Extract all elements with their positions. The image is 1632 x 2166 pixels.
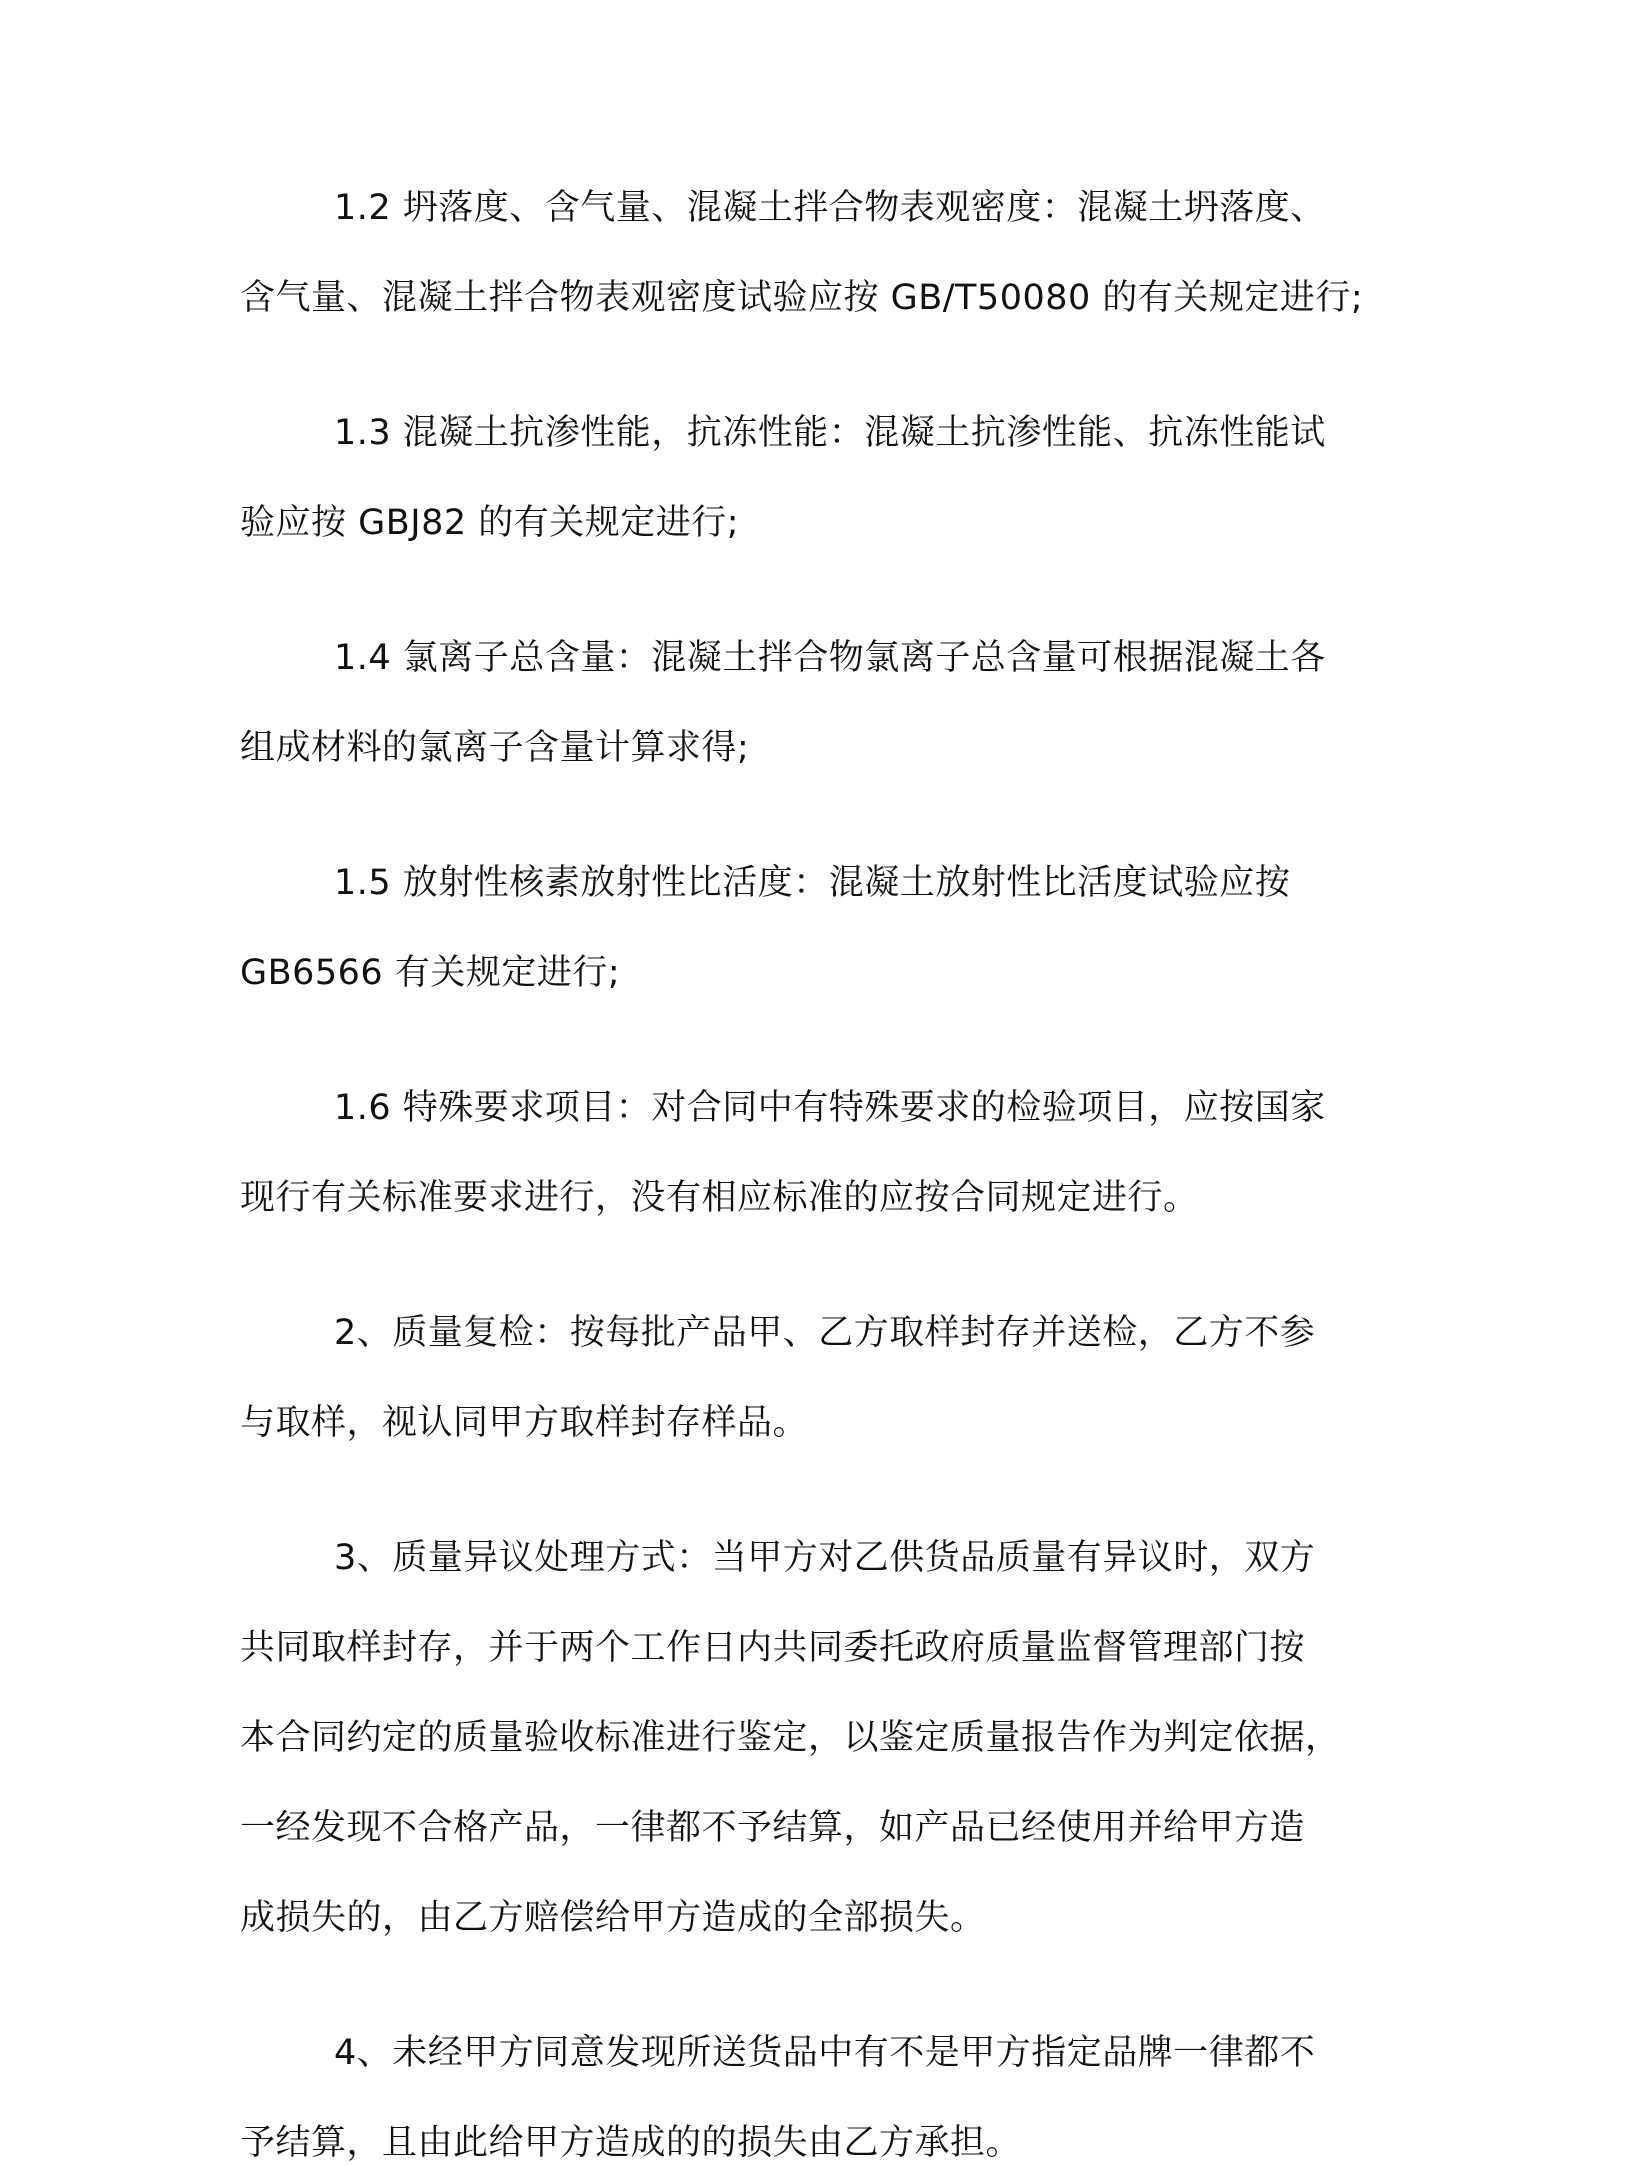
paragraph-line: 含气量、混凝土拌合物表观密度试验应按 GB/T50080 的有关规定进行;	[240, 278, 1364, 318]
paragraph-line: 3、质量异议处理方式：当甲方对乙供货品质量有异议时，双方	[334, 1538, 1316, 1578]
paragraph-1-3	[240, 411, 1380, 546]
document-page	[240, 186, 1380, 2166]
paragraph-line: 验应按 GBJ82 的有关规定进行;	[240, 503, 740, 543]
paragraph-line: 1.6 特殊要求项目：对合同中有特殊要求的检验项目，应按国家	[334, 1088, 1326, 1128]
paragraph-line: GB6566 有关规定进行;	[240, 953, 621, 993]
paragraph-line: 组成材料的氯离子含量计算求得;	[240, 728, 750, 768]
paragraph-3	[240, 1536, 1380, 1941]
paragraph-line: 4、未经甲方同意发现所送货品中有不是甲方指定品牌一律都不	[334, 2033, 1316, 2073]
paragraph-line: 与取样，视认同甲方取样封存样品。	[240, 1403, 809, 1443]
paragraph-2	[240, 1311, 1380, 1446]
paragraph-line: 现行有关标准要求进行，没有相应标准的应按合同规定进行。	[240, 1178, 1199, 1218]
paragraph-line: 成损失的，由乙方赔偿给甲方造成的全部损失。	[240, 1898, 986, 1938]
paragraph-1-4	[240, 636, 1380, 771]
paragraph-line: 1.4 氯离子总含量：混凝土拌合物氯离子总含量可根据混凝土各	[334, 638, 1326, 678]
paragraph-line: 一经发现不合格产品，一律都不予结算，如产品已经使用并给甲方造	[240, 1808, 1306, 1848]
paragraph-line: 1.5 放射性核素放射性比活度：混凝土放射性比活度试验应按	[334, 863, 1291, 903]
paragraph-4	[240, 2031, 1380, 2166]
paragraph-1-6	[240, 1086, 1380, 1221]
paragraph-line: 予结算，且由此给甲方造成的的损失由乙方承担。	[240, 2123, 1022, 2163]
paragraph-line: 1.2 坍落度、含气量、混凝土拌合物表观密度：混凝土坍落度、	[334, 188, 1326, 228]
paragraph-line: 本合同约定的质量验收标准进行鉴定，以鉴定质量报告作为判定依据，	[240, 1718, 1341, 1758]
paragraph-line: 1.3 混凝土抗渗性能，抗冻性能：混凝土抗渗性能、抗冻性能试	[334, 413, 1326, 453]
paragraph-line: 2、质量复检：按每批产品甲、乙方取样封存并送检，乙方不参	[334, 1313, 1316, 1353]
paragraph-1-5	[240, 861, 1380, 996]
paragraph-1-2	[240, 186, 1380, 321]
paragraph-line: 共同取样封存，并于两个工作日内共同委托政府质量监督管理部门按	[240, 1628, 1306, 1668]
